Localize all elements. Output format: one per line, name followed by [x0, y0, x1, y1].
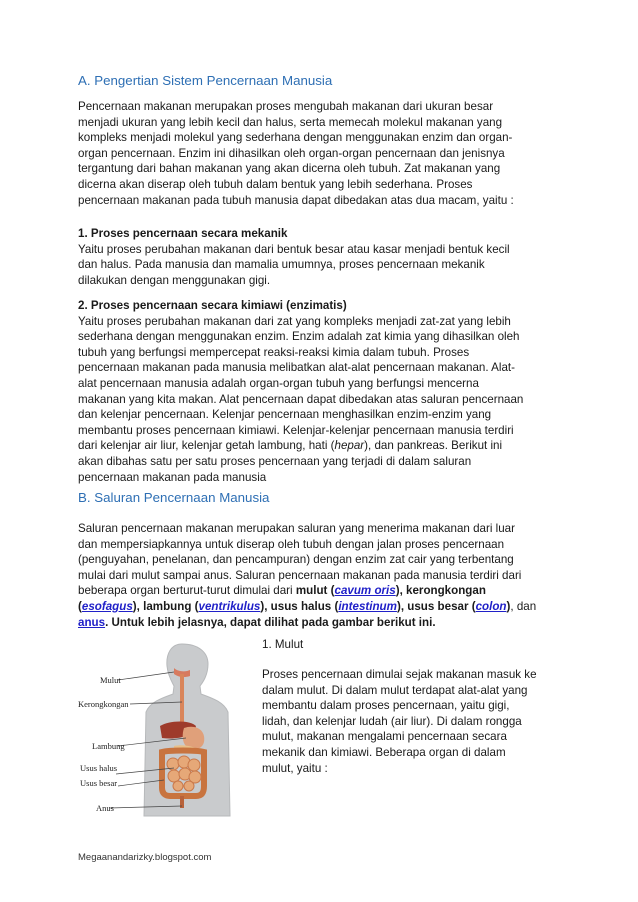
text-line: Yaitu proses perubahan makanan dari bentuk besar atau kasar menjadi bentuk kecil — [78, 242, 510, 256]
text-line: dan mempersiapkannya untuk diserap oleh tubuh dengan jalan proses pencernaan — [78, 537, 505, 551]
organ-usus-halus: usus halus — [270, 599, 332, 613]
footer-url: Megaanandarizky.blogspot.com — [78, 852, 212, 863]
kimiawi-block — [78, 298, 568, 485]
text-line-hepar — [78, 438, 568, 454]
text-fragment: ), dan pankreas. Berikut ini — [364, 439, 503, 453]
closing-text: . Untuk lebih jelasnya, dapat dilihat pada gambar berikut ini. — [105, 615, 436, 629]
section-a-intro — [78, 99, 568, 208]
link-ventrikulus[interactable]: ventrikulus — [198, 599, 261, 613]
text-line: kompleks menjadi molekul yang sederhana dengan menggunakan enzim dan organ- — [78, 131, 513, 145]
text-line-organs-2: (esofagus), lambung (ventrikulus), usus halus (intestinum), usus besar (colon), dan — [78, 599, 537, 613]
text-line: makanan yang kita makan. Alat pencernaan dapat dibedakan atas saluran pencernaan — [78, 392, 524, 406]
text-line: organ pencernaan. Enzim ini dihasilkan oleh organ-organ pencernaan dan jenisnya — [78, 146, 505, 160]
text-line: dicerna akan diserap oleh tubuh dalam bentuk yang lebih sederhana. Proses — [78, 177, 473, 191]
label-usus-halus: Usus halus — [80, 763, 118, 773]
section-b-heading: B. Saluran Pencernaan Manusia — [78, 490, 270, 505]
text-line: sederhana dengan menggunakan enzim. Enzim adalah zat kimia yang dihasilkan oleh — [78, 330, 520, 344]
text-line: pencernaan makanan pada tubuh manusia dapat dibedakan atas dua macam, yaitu : — [78, 193, 514, 207]
text-line: akan dibahas satu per satu proses pencernaan yang terjadi di dalam saluran — [78, 454, 472, 468]
link-anus[interactable]: anus — [78, 615, 106, 629]
label-lambung: Lambung — [92, 741, 125, 751]
text-line: tubuh yang berfungsi mempercepat reaksi-reaksi kimia dalam tubuh. Proses — [78, 345, 470, 359]
text-line: membantu dalam proses pencernaan, yaitu gigi, — [262, 699, 510, 713]
text-line: mulut, makanan mengalami pencernaan secara — [262, 730, 507, 744]
section-a-heading: A. Pengertian Sistem Pencernaan Manusia — [78, 73, 333, 88]
text-line: tergantung dari bahan makanan yang akan dicerna oleh tubuh. Zat makanan yang — [78, 162, 501, 176]
text-line: lidah, dan kelenjar ludah (air liur). Di dalam rongga — [262, 714, 522, 728]
text-line: dalam mulut. Di dalam mulut terdapat alat-alat yang — [262, 683, 528, 697]
digestive-system-figure — [78, 640, 253, 820]
mekanik-title: 1. Proses pencernaan secara mekanik — [78, 227, 288, 240]
text-line: membantu proses pencernaan kimiawi. Kelenjar-kelenjar pencernaan manusia terdiri — [78, 423, 514, 437]
mulut-title-block — [262, 637, 572, 653]
label-mulut: Mulut — [100, 675, 121, 685]
text-line: Yaitu proses perubahan makanan dari zat yang kompleks menjadi zat-zat yang lebih — [78, 314, 511, 328]
text-line: dan kelenjar pencernaan. Kelenjar pencernaan menghasilkan enzim-enzim yang — [78, 408, 492, 422]
text-line-organs-1: beberapa organ berturut-turut dimulai dari mulut (cavum oris), kerongkongan — [78, 584, 486, 598]
link-cavum-oris[interactable]: cavum oris — [334, 584, 396, 598]
text-fragment: beberapa organ berturut-turut dimulai dari — [78, 584, 296, 598]
organ-lambung: lambung — [143, 599, 192, 613]
text-line: dan halus. Pada manusia dan mamalia umumnya, proses pencernaan mekanik — [78, 258, 485, 272]
text-line: Saluran pencernaan makanan merupakan saluran yang menerima makanan dari luar — [78, 522, 515, 535]
text-line: dilakukan dengan menggunakan gigi. — [78, 273, 271, 287]
kimiawi-title: 2. Proses pencernaan secara kimiawi (enzimatis) — [78, 299, 347, 312]
text-line: Proses pencernaan dimulai sejak makanan masuk ke — [262, 668, 537, 681]
text-line: pencernaan makanan pada manusia melibatkan alat-alat pencernaan makanan. Alat- — [78, 361, 515, 375]
text-line: pencernaan makanan pada manusia — [78, 470, 267, 484]
organ-mulut: mulut — [295, 584, 328, 598]
link-colon[interactable]: colon — [475, 599, 507, 613]
text-line: alat pencernaan manusia adalah organ-organ tubuh yang berfungsi mencerna — [78, 376, 479, 390]
text-line: mulut, yaitu : — [262, 761, 328, 775]
organ-kerongkongan: kerongkongan — [406, 584, 486, 598]
mulut-body — [262, 667, 572, 776]
label-kerongkongan: Kerongkongan — [78, 699, 129, 709]
text-fragment: dari kelenjar air liur, kelenjar getah lambung, hati ( — [78, 439, 335, 453]
mekanik-block — [78, 226, 568, 288]
text-line: Pencernaan makanan merupakan proses mengubah makanan dari ukuran besar — [78, 100, 494, 113]
organ-usus-besar: usus besar — [407, 599, 469, 613]
link-esofagus[interactable]: esofagus — [81, 599, 133, 613]
link-intestinum[interactable]: intestinum — [338, 599, 397, 613]
section-b-body — [78, 521, 568, 630]
label-anus: Anus — [96, 803, 114, 813]
mulut-title: 1. Mulut — [262, 638, 304, 651]
text-line: mekanik dan kimiawi. Beberapa organ di dalam — [262, 745, 506, 759]
hepar-term: hepar — [334, 439, 365, 453]
label-usus-besar: Usus besar — [80, 778, 118, 788]
text-line: mulai dari mulut sampai anus. Saluran pencernaan makanan pada manusia terdiri dari — [78, 568, 522, 582]
text-line-organs-3 — [78, 615, 568, 631]
text-line: menjadi ukuran yang lebih kecil dan halus, serta memecah molekul makanan yang — [78, 115, 503, 129]
text-line: (penguyahan, penelanan, dan pencampuran) dengan enzim zat cair yang terbentang — [78, 553, 514, 567]
